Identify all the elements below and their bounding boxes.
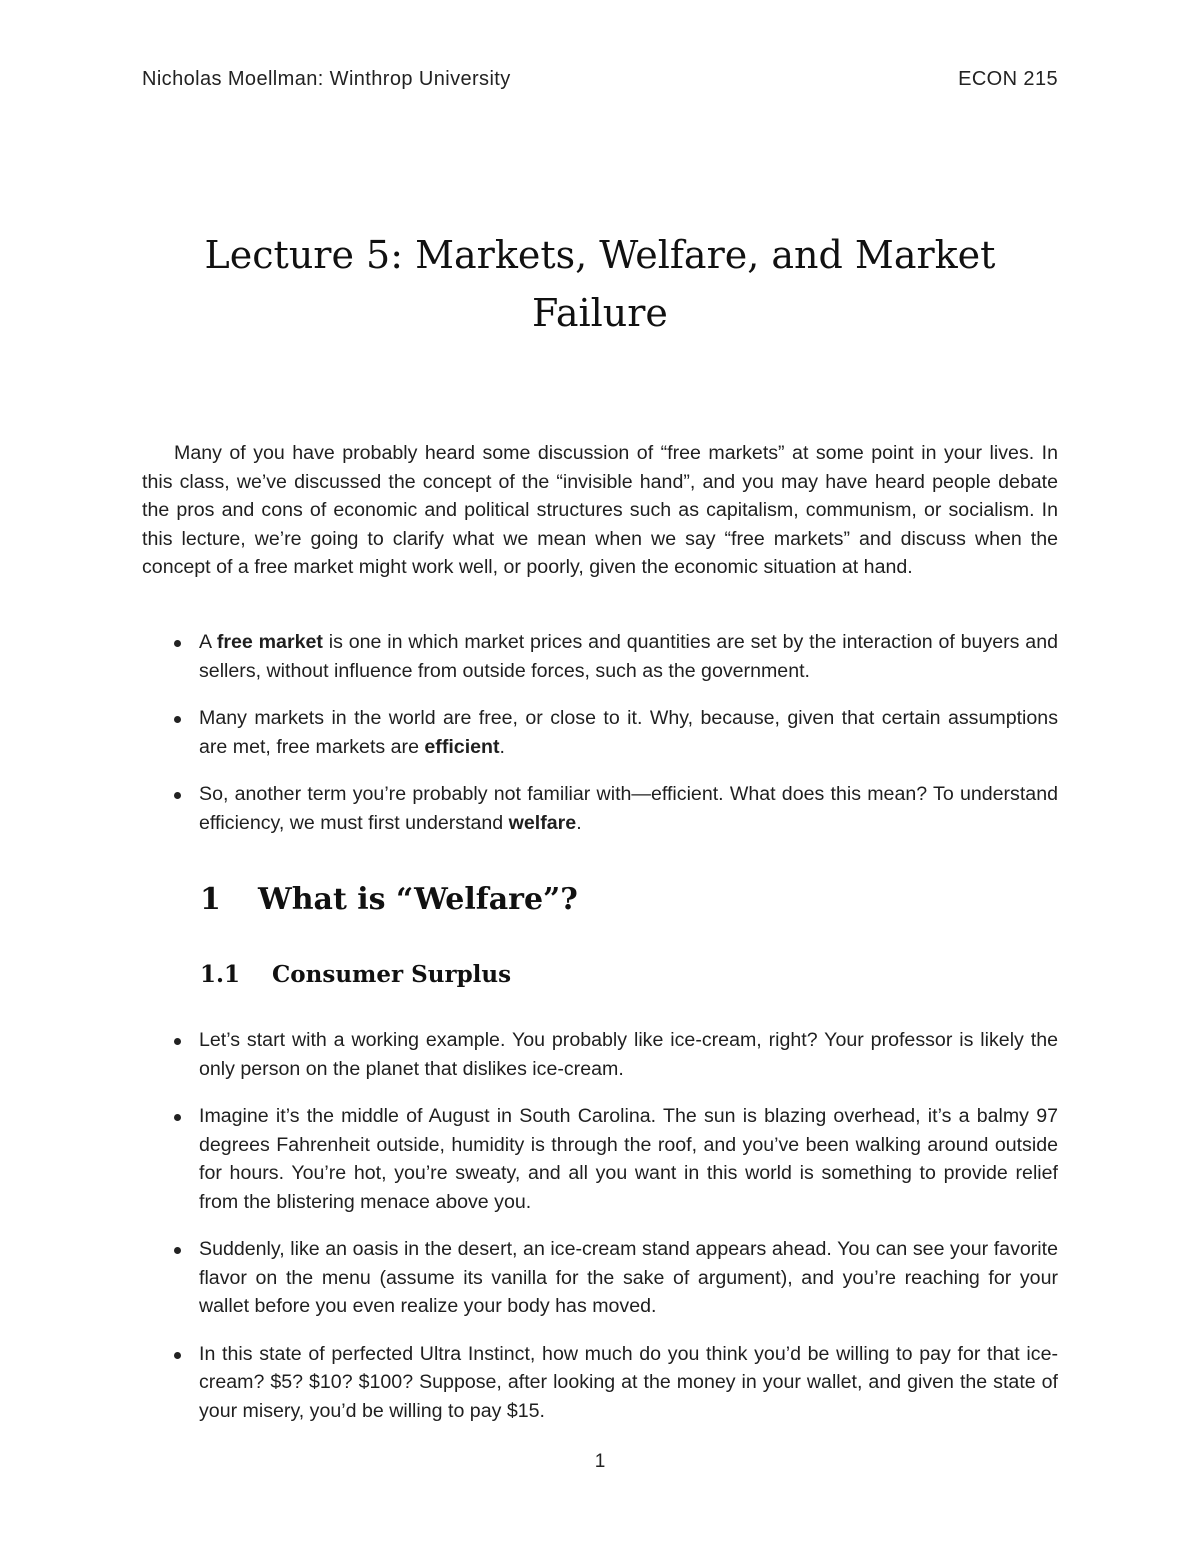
list-item-text-post: . [499,735,505,758]
definition-list [142,628,1058,856]
list-item-text: Let’s start with a working example. You probably like ice-cream, right? Your professor is likely the only person on the planet that dislikes ice-cream. [199,1029,1058,1080]
intro-paragraph: Many of you have probably heard some discussion of “free markets” at some point in your lives. In this class, we’ve discussed the concept of the “invisible hand”, and you may have heard people debate the pros and cons of economic and political structures such as capitalism, communism, or socialism. In this lecture, we’re going to clarify what we mean when we say “free markets” and discuss when the concept of a free market might work well, or poorly, given the economic situation at hand. [142,442,1058,578]
list-item [142,1026,1058,1083]
list-item-text: In this state of perfected Ultra Instinct, how much do you think you’d be willing to pay for that ice-cream? $5? $10? $100? Suppose, after looking at the money in your wallet, and given the state of your misery, you’d be willing to pay $15. [199,1342,1058,1422]
header-course: ECON 215 [958,68,1058,90]
bullet-icon [174,1352,181,1359]
list-item-text: Suddenly, like an oasis in the desert, an ice-cream stand appears ahead. You can see your favorite flavor on the menu (assume its vanilla for the sake of argument), and you’re reaching for your wallet before you even realize your body has moved. [199,1238,1058,1317]
list-item [142,1340,1058,1426]
bullet-icon [174,1114,181,1121]
term-efficient: efficient [424,735,500,758]
bullet-icon [174,640,181,647]
list-item [142,1235,1058,1321]
bullet-icon [174,792,181,799]
list-item [142,628,1058,685]
bullet-icon [174,1038,181,1045]
section-title: What is “Welfare”? [258,882,578,917]
subsection-heading [200,961,511,988]
list-item-text-pre: A [199,631,217,653]
list-item [142,780,1058,837]
term-welfare: welfare [508,811,577,834]
example-list [142,1026,1058,1444]
list-item-text-pre: Many markets in the world are free, or close to it. Why, because, given that certain assumptions are met, free markets are [199,707,1058,758]
list-item-text-post: . [576,811,582,834]
bullet-icon [174,716,181,723]
subsection-title: Consumer Surplus [272,961,512,988]
page-title: Lecture 5: Markets, Welfare, and Market Failure [204,233,996,335]
page-number: 1 [594,1451,606,1472]
list-item [142,704,1058,761]
list-item-text-pre: So, another term you’re probably not familiar with—efficient. What does this mean? To understand efficiency, we must first understand [199,783,1058,834]
section-number: 1 [200,882,221,917]
list-item-text: Imagine it’s the middle of August in South Carolina. The sun is blazing overhead, it’s a balmy 97 degrees Fahrenheit outside, humidity is through the roof, and you’ve been walking around outside for hours. You’re hot, you’re sweaty, and all you want in this world is something to provide relief from the blistering menace above you. [199,1105,1058,1213]
list-item-text-post: is one in which market prices and quantities are set by the interaction of buyers and sellers, without influence from outside forces, such as the government. [199,631,1058,682]
subsection-number: 1.1 [200,961,241,988]
list-item [142,1102,1058,1216]
section-heading [200,882,578,917]
header-author: Nicholas Moellman: Winthrop University [142,68,511,90]
bullet-icon [174,1247,181,1254]
term-free-market: free market [216,631,323,653]
running-header [142,68,1058,91]
